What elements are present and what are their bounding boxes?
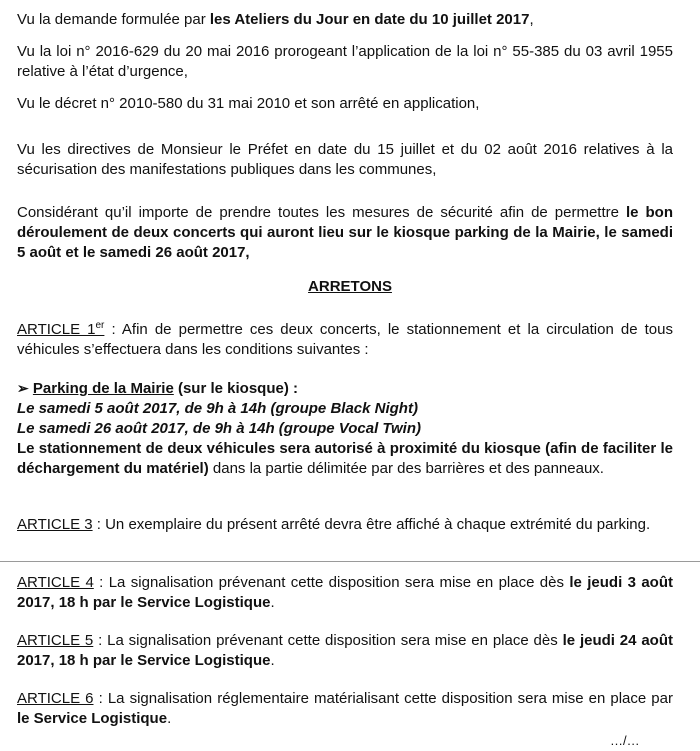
considerant-paragraph [17,203,673,263]
arretons-label: ARRETONS [308,278,392,295]
article5-suffix: . [270,652,275,669]
parking-description-rest: dans la partie délimitée par des barrières et des panneaux. [208,460,604,477]
article1-label-text: ARTICLE 1 [17,321,96,338]
parking-description [17,439,673,479]
parking-title-line [17,378,673,399]
article5-paragraph [17,631,673,671]
article6-text: : La signalisation réglementaire matérialisant cette disposition sera mise en place par [93,690,673,707]
vu-demande-text: Vu la demande formulée par [17,11,210,28]
article4-suffix: . [270,594,275,611]
article6-suffix: . [167,710,172,727]
article1-sup: er [95,320,105,331]
vu-demande-suffix: , [529,11,534,28]
article3-paragraph [17,515,673,535]
article1-label [17,321,104,338]
considerant-text: Considérant qu’il importe de prendre toutes les mesures de sécurité afin de permettre [17,204,626,221]
article4-paragraph [17,573,673,613]
article6-label: ARTICLE 6 [17,690,94,707]
parking-block [17,378,673,479]
vu-loi-paragraph: Vu la loi n° 2016-629 du 20 mai 2016 prorogeant l’application de la loi n° 55-385 du 03 avril 1955 relative à l’état d’urgence, [17,43,673,80]
article5-bold: le jeudi 24 août 2017, 18 h par le Service Logistique [17,632,673,669]
article4-bold: le jeudi 3 août 2017, 18 h par le Service Logistique [17,574,673,611]
parking-title: Parking de la Mairie [32,380,174,397]
article1-text: : Afin de permettre ces deux concerts, le stationnement et la circulation de tous véhicules s’effectuera dans les conditions suivantes : [17,321,673,358]
article6-bold: le Service Logistique [17,710,168,727]
parking-date2 [17,419,673,439]
vu-demande-paragraph [17,10,673,30]
parking-date1-text: Le samedi 5 août 2017, de 9h à 14h (groupe Black Night) [17,400,418,417]
vu-demande-bold: les Ateliers du Jour en date du 10 juillet 2017 [209,11,530,28]
vu-decret-paragraph: Vu le décret n° 2010-580 du 31 mai 2010 et son arrêté en application, [17,95,480,112]
parking-date2-text: Le samedi 26 août 2017, de 9h à 14h (groupe Vocal Twin) [17,420,422,437]
parking-title-suffix: (sur le kiosque) : [173,380,298,397]
article3-text: : Un exemplaire du présent arrêté devra être affiché à chaque extrémité du parking. [92,516,651,533]
arrow-bullet-icon: ➢ [17,380,29,396]
considerant-bold: le bon déroulement de deux concerts qui auront lieu sur le kiosque parking de la Mairie, le samedi 5 août et le samedi 26 août 2017, [17,204,673,261]
article4-text: : La signalisation prévenant cette disposition sera mise en place dès [93,574,570,591]
article5-label: ARTICLE 5 [17,632,94,649]
article3-label: ARTICLE 3 [17,516,93,533]
article4-label: ARTICLE 4 [17,574,94,591]
article1-paragraph [17,320,673,360]
parking-description-bold: Le stationnement de deux véhicules sera autorisé à proximité du kiosque (afin de faciliter le déchargement du matériel) [17,440,673,477]
vu-directives-paragraph: Vu les directives de Monsieur le Préfet en date du 15 juillet et du 02 août 2016 relatives à la sécurisation des manifestations publiques dans les communes, [17,141,673,178]
page-divider [0,561,700,562]
continuation-mark: …/… [610,733,640,748]
arretons-heading [0,277,700,297]
article5-text: : La signalisation prévenant cette disposition sera mise en place dès [93,632,563,649]
article6-paragraph [17,689,673,729]
parking-date1 [17,399,673,419]
